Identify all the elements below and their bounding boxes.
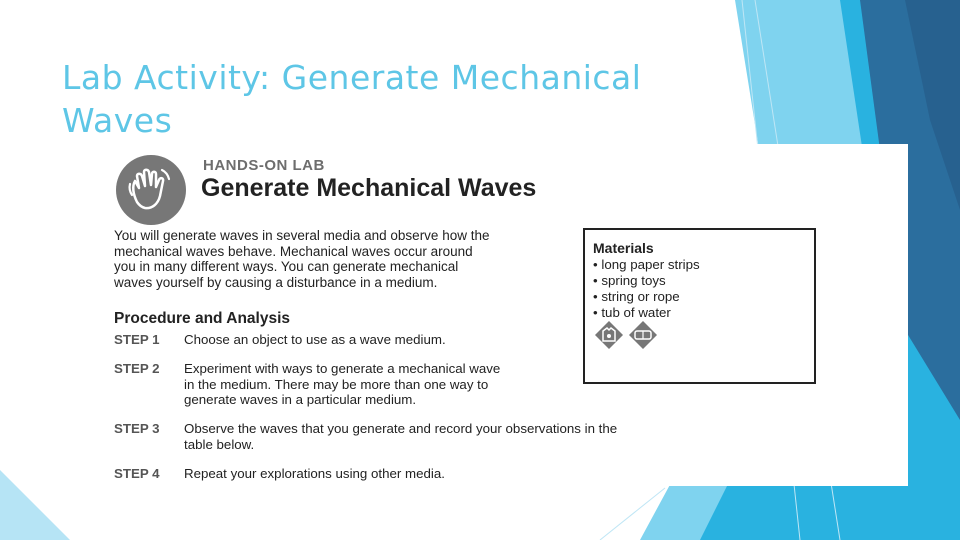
materials-item: • tub of water bbox=[593, 305, 700, 321]
safety-icons bbox=[595, 320, 675, 352]
materials-box bbox=[583, 228, 816, 384]
slide-title: Lab Activity: Generate Mechanical Waves bbox=[62, 58, 642, 140]
procedure-heading: Procedure and Analysis bbox=[114, 310, 291, 327]
intro-line: you in many different ways. You can generate mechanical bbox=[114, 259, 459, 274]
intro-line: waves yourself by causing a disturbance in a medium. bbox=[114, 274, 438, 290]
lab-kicker: HANDS-ON LAB bbox=[203, 157, 325, 174]
materials-list bbox=[593, 257, 700, 321]
step-line: Repeat your explorations using other media. bbox=[184, 466, 445, 481]
materials-item: • string or rope bbox=[593, 289, 700, 305]
step-line: Observe the waves that you generate and record your observations in the bbox=[184, 421, 618, 436]
intro-paragraph bbox=[114, 228, 574, 290]
intro-line: mechanical waves behave. Mechanical waves occur around bbox=[114, 243, 473, 259]
intro-line: You will generate waves in several media and observe how the bbox=[114, 228, 490, 243]
lab-coat-safety-icon bbox=[595, 321, 623, 349]
step-text bbox=[184, 466, 724, 482]
goggles-safety-icon bbox=[629, 321, 657, 349]
bg-shape-accent bbox=[0, 470, 70, 540]
step-label: STEP 1 bbox=[114, 332, 160, 347]
materials-title: Materials bbox=[593, 240, 654, 256]
materials-item: • long paper strips bbox=[593, 257, 700, 273]
step-line: generate waves in a particular medium. bbox=[184, 392, 417, 407]
step-text bbox=[184, 421, 724, 452]
step-label: STEP 4 bbox=[114, 466, 160, 481]
hand-wave-icon bbox=[115, 154, 187, 226]
step-line: Choose an object to use as a wave medium. bbox=[184, 332, 446, 347]
lab-title: Generate Mechanical Waves bbox=[201, 174, 537, 202]
step-line: in the medium. There may be more than one way to bbox=[184, 376, 489, 392]
step-label: STEP 2 bbox=[114, 361, 160, 376]
materials-item: • spring toys bbox=[593, 273, 700, 289]
step-line: table below. bbox=[184, 436, 255, 452]
step-label: STEP 3 bbox=[114, 421, 160, 436]
step-line: Experiment with ways to generate a mechanical wave bbox=[184, 361, 501, 376]
lab-activity-panel bbox=[101, 144, 908, 486]
